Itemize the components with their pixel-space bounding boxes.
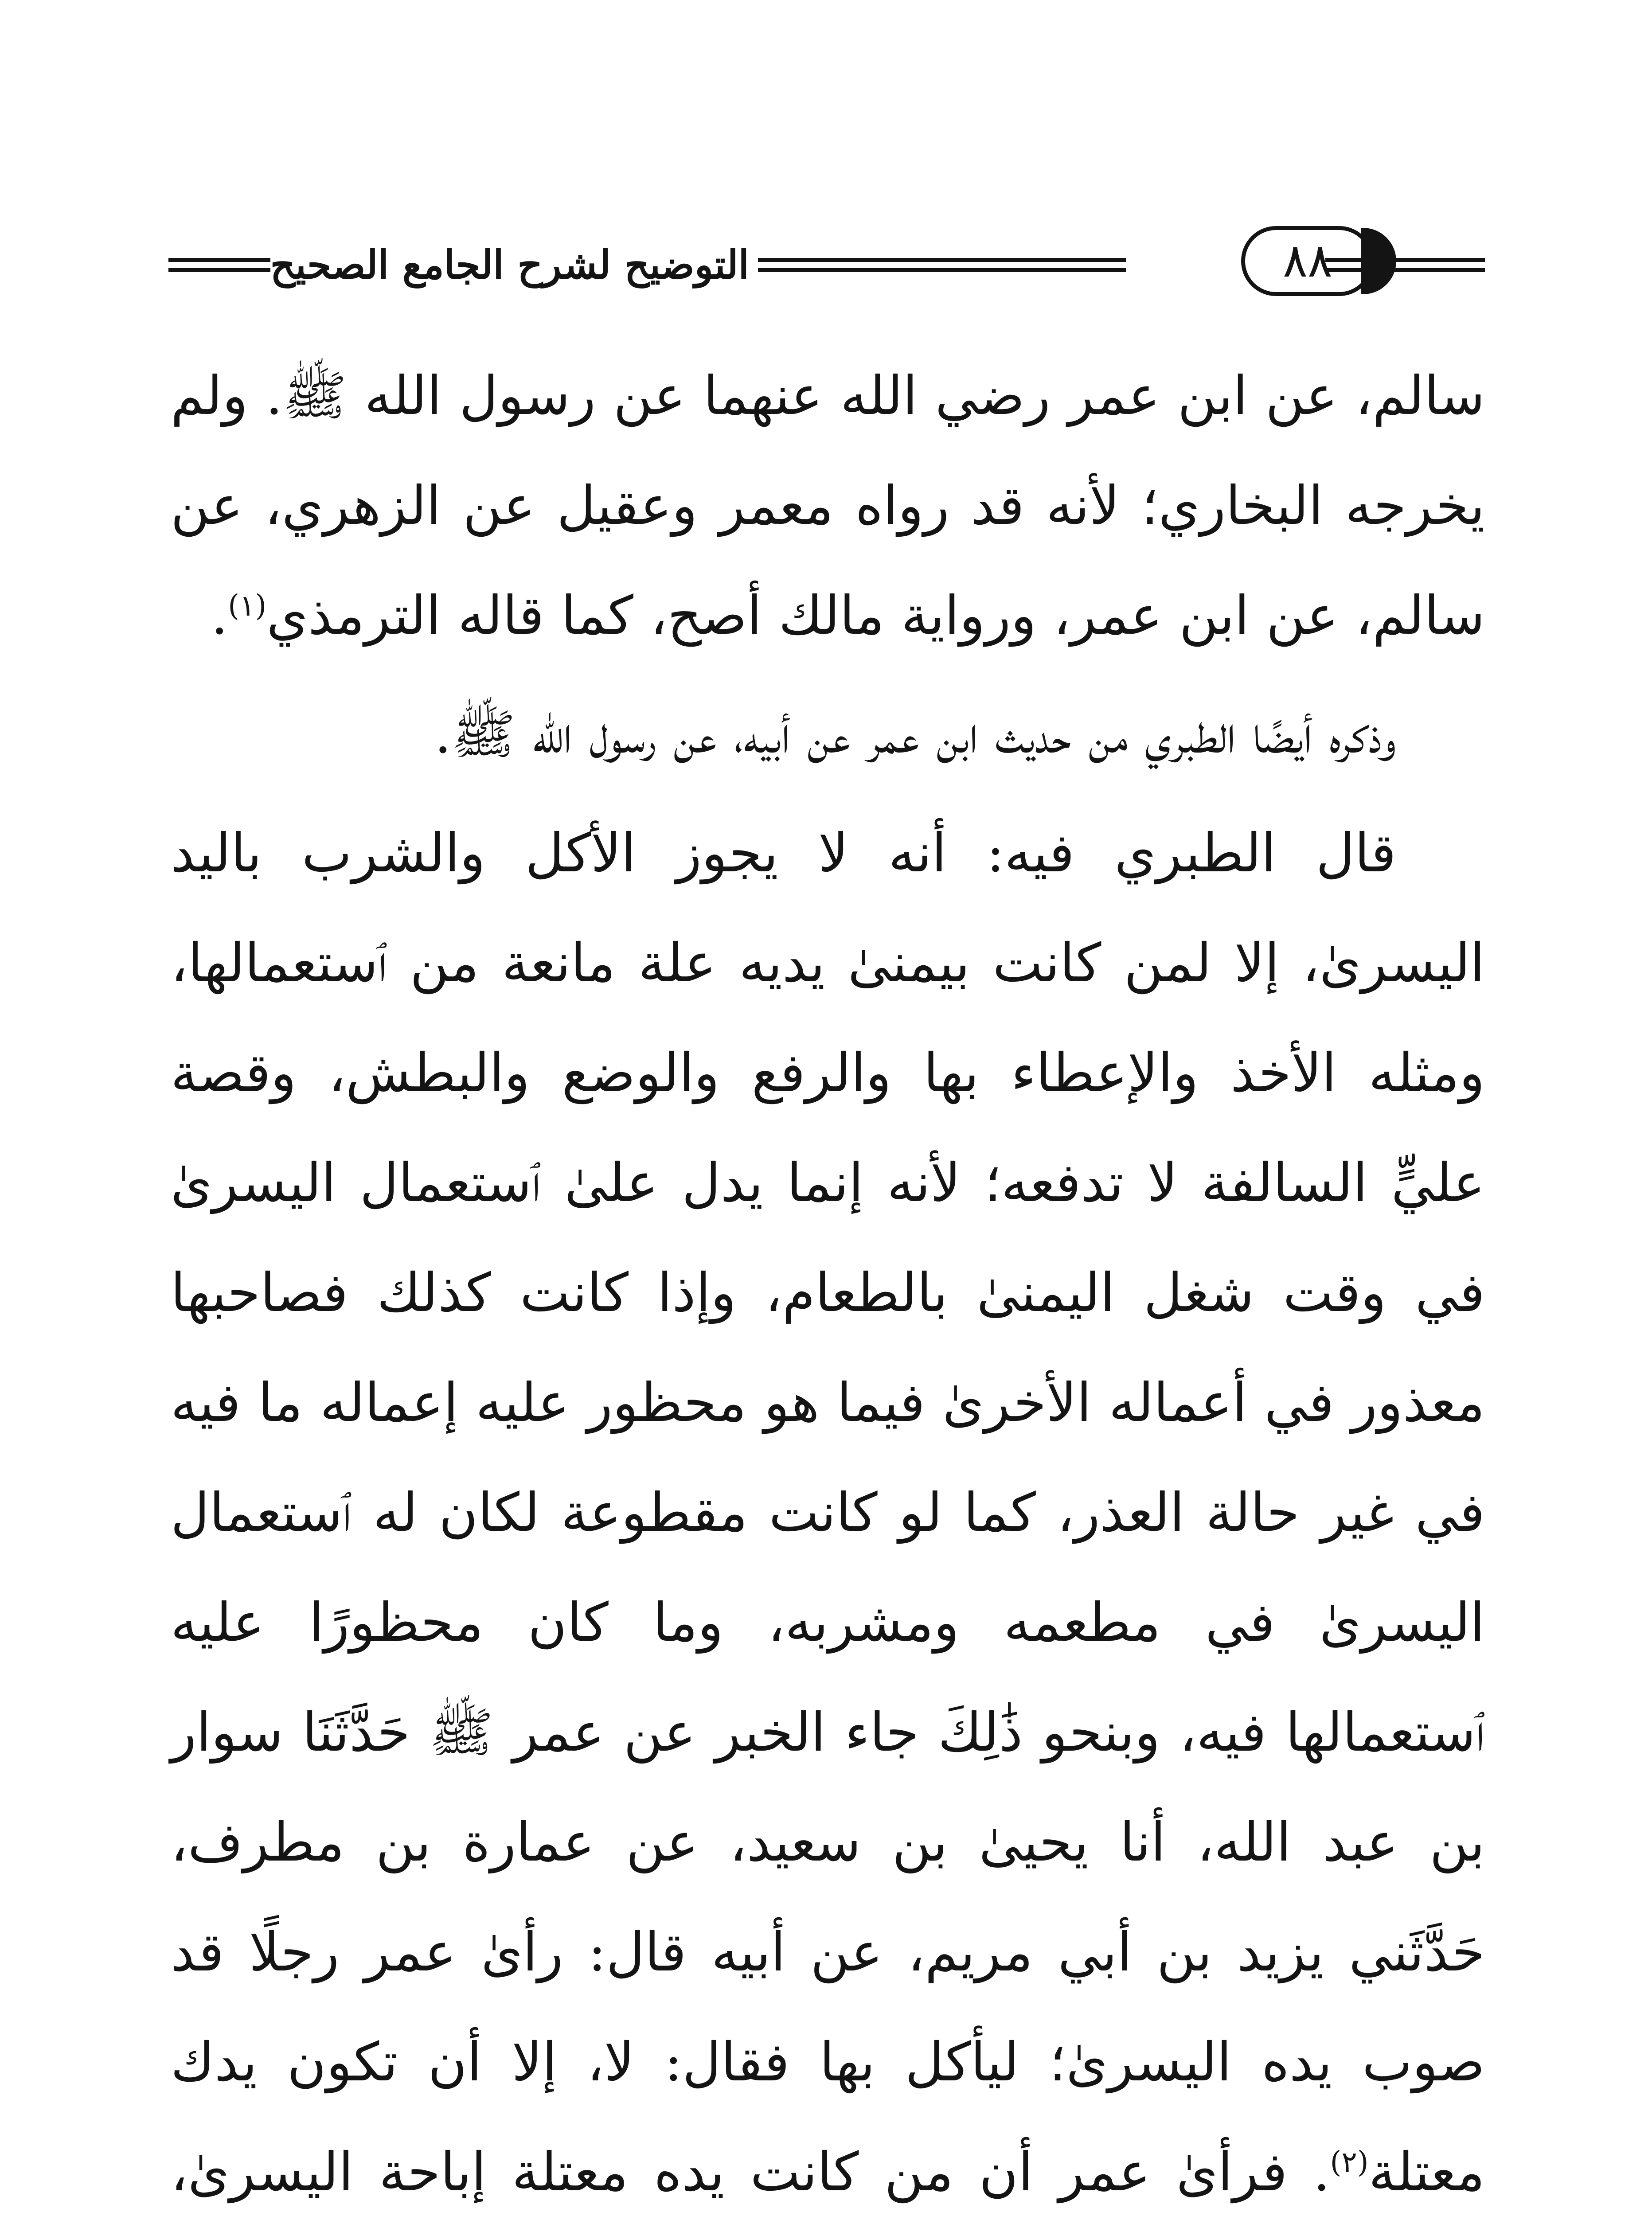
paragraph-3-text-a: قال الطبري فيه: أنه لا يجوز الأكل والشرب باليد اليسرىٰ، إلا لمن كانت بيمنىٰ يديه علة مانعة من ٱستعمالها، ومثله الأخذ والإعطاء بها والرفع والوضع والبطش، وقصة عليٍّ السالفة لا تدفعه؛ لأنه إنما يدل علىٰ ٱستعمال اليسرىٰ في وقت شغل اليمنىٰ بالطعام، وإذا كانت كذلك فصاحبها معذور في أعماله الأخرىٰ فيما هو محظور عليه إعماله ما فيه في غير حالة العذر، كما لو كانت مقطوعة لكان له ٱستعمال اليسرىٰ في مطعمه ومشربه، وما كان محظورًا عليه ٱستعمالها فيه، وبنحو ذَٰلِكَ جاء الخبر عن عمر ﷺ حَدَّثَنَا سوار بن عبد الله، أنا يحيىٰ بن سعيد، عن عمارة بن مطرف، حَدَّثَني يزيد بن أبي مريم، عن أبيه قال: رأىٰ عمر رجلًا قد صوب يده اليسرىٰ؛ ليأكل بها فقال: لا، إلا أن تكون يدك معتلة: [171, 823, 1485, 2203]
paragraph-1-text: سالم، عن ابن عمر رضي الله عنهما عن رسول الله ﷺ. ولم يخرجه البخاري؛ لأنه قد رواه معمر وعقيل عن الزهري، عن سالم، عن ابن عمر، ورواية مالك أصح، كما قاله الترمذي: [171, 365, 1485, 647]
header-rule-middle: [758, 258, 1126, 272]
paragraph-1-end: .: [211, 585, 228, 647]
page-header: [168, 217, 1485, 306]
header-rule-left: [168, 258, 270, 272]
paragraph-3-text-b: . فرأىٰ عمر أن من كانت يده معتلة إباحة اليسرىٰ،: [171, 2142, 1330, 2203]
footnote-ref-2: (٢): [1330, 2145, 1369, 2179]
page-number: ٨٨: [1241, 226, 1374, 296]
running-title: التوضيح لشرح الجامع الصحيح: [270, 242, 749, 288]
header-rule-right: [1325, 258, 1485, 272]
paragraph-1: [171, 341, 1485, 671]
paragraph-2: وذكره أيضًا الطبري من حديث ابن عمر عن أبيه، عن رسول الله ﷺ.: [434, 704, 1396, 765]
main-text: [171, 341, 1485, 2216]
paragraph-3: [171, 799, 1485, 2216]
footnote-ref-1: (١): [228, 589, 267, 623]
